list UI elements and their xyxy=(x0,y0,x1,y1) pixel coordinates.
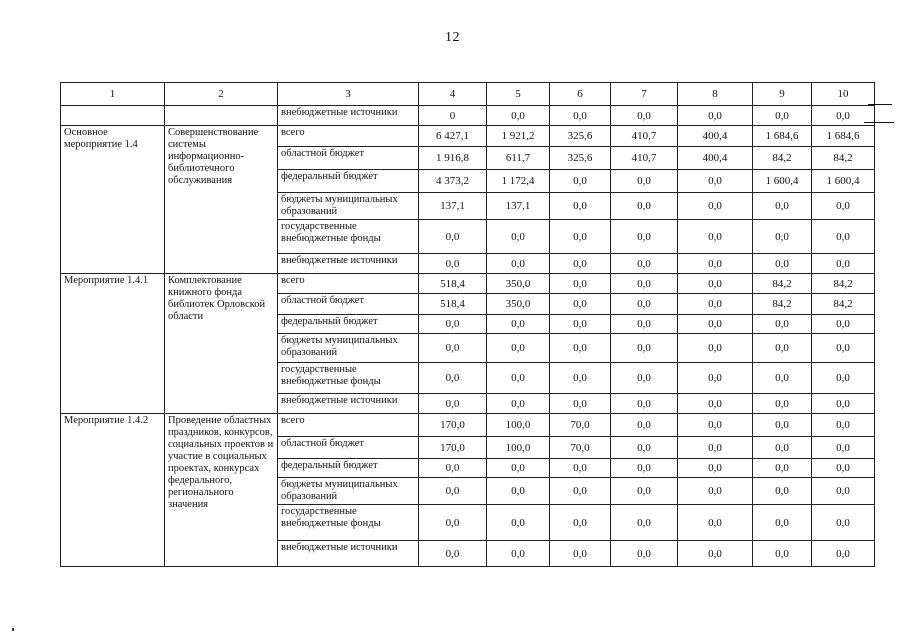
value-cell: 0,0 xyxy=(678,414,753,437)
value-cell: 0,0 xyxy=(487,505,550,541)
value-cell: 0,0 xyxy=(812,414,875,437)
value-cell: 0,0 xyxy=(550,193,611,220)
value-cell: 0,0 xyxy=(611,220,678,254)
funding-source: областной бюджет xyxy=(278,294,419,315)
value-cell: 0,0 xyxy=(753,106,812,126)
funding-source: областной бюджет xyxy=(278,437,419,459)
value-cell: 0,0 xyxy=(753,254,812,274)
value-cell: 0,0 xyxy=(611,274,678,294)
value-cell: 0,0 xyxy=(611,414,678,437)
value-cell: 1 916,8 xyxy=(419,147,487,170)
value-cell: 170,0 xyxy=(419,414,487,437)
funding-source: внебюджетные источники xyxy=(278,394,419,414)
value-cell: 1 172,4 xyxy=(487,170,550,193)
value-cell: 0,0 xyxy=(550,170,611,193)
measure-name: Основное мероприятие 1.4 xyxy=(61,126,165,274)
value-cell: 0,0 xyxy=(753,505,812,541)
value-cell: 0,0 xyxy=(812,541,875,567)
value-cell: 0 xyxy=(419,106,487,126)
header-cell: 2 xyxy=(165,83,278,106)
value-cell: 0,0 xyxy=(550,478,611,505)
header-cell: 10 xyxy=(812,83,875,106)
value-cell: 0,0 xyxy=(611,170,678,193)
value-cell: 100,0 xyxy=(487,414,550,437)
value-cell: 0,0 xyxy=(678,478,753,505)
value-cell: 0,0 xyxy=(487,254,550,274)
margin-rule xyxy=(868,104,892,105)
value-cell: 0,0 xyxy=(611,193,678,220)
value-cell: 0,0 xyxy=(550,459,611,478)
value-cell: 0,0 xyxy=(812,315,875,334)
value-cell: 0,0 xyxy=(678,274,753,294)
value-cell: 0,0 xyxy=(611,106,678,126)
value-cell: 0,0 xyxy=(753,394,812,414)
value-cell: 0,0 xyxy=(812,478,875,505)
value-cell: 0,0 xyxy=(611,315,678,334)
value-cell: 0,0 xyxy=(753,334,812,363)
value-cell: 0,0 xyxy=(611,541,678,567)
budget-table xyxy=(60,82,875,567)
value-cell: 84,2 xyxy=(753,147,812,170)
value-cell: 70,0 xyxy=(550,437,611,459)
value-cell: 0,0 xyxy=(550,294,611,315)
value-cell: 0,0 xyxy=(487,541,550,567)
funding-source: федеральный бюджет xyxy=(278,459,419,478)
measure-description: Проведение областных праздников, конкурсов, социальных проектов и участие в социальных проектах, конкурсах федерального, регионального значения xyxy=(165,414,278,567)
value-cell: 0,0 xyxy=(487,459,550,478)
value-cell: 84,2 xyxy=(812,274,875,294)
table-row xyxy=(61,274,875,294)
funding-source: внебюджетные источники xyxy=(278,541,419,567)
value-cell: 0,0 xyxy=(611,394,678,414)
table-body xyxy=(61,83,875,567)
header-cell: 9 xyxy=(753,83,812,106)
value-cell: 0,0 xyxy=(753,459,812,478)
value-cell: 0,0 xyxy=(487,220,550,254)
value-cell: 1 684,6 xyxy=(812,126,875,147)
value-cell: 0,0 xyxy=(550,505,611,541)
value-cell: 0,0 xyxy=(753,315,812,334)
funding-source: государственные внебюджетные фонды xyxy=(278,220,419,254)
value-cell: 0,0 xyxy=(487,363,550,394)
value-cell: 0,0 xyxy=(487,106,550,126)
value-cell: 0,0 xyxy=(812,106,875,126)
header-cell: 3 xyxy=(278,83,419,106)
value-cell: 0,0 xyxy=(419,505,487,541)
value-cell: 0,0 xyxy=(753,437,812,459)
value-cell: 611,7 xyxy=(487,147,550,170)
value-cell: 350,0 xyxy=(487,274,550,294)
value-cell: 137,1 xyxy=(487,193,550,220)
funding-source: внебюджетные источники xyxy=(278,254,419,274)
value-cell: 0,0 xyxy=(550,274,611,294)
funding-source: всего xyxy=(278,126,419,147)
value-cell: 0,0 xyxy=(753,220,812,254)
value-cell: 0,0 xyxy=(487,315,550,334)
value-cell: 0,0 xyxy=(419,315,487,334)
value-cell: 0,0 xyxy=(812,459,875,478)
funding-source: федеральный бюджет xyxy=(278,170,419,193)
lead-row xyxy=(61,106,875,126)
value-cell: 518,4 xyxy=(419,274,487,294)
value-cell: 0,0 xyxy=(812,437,875,459)
value-cell: 0,0 xyxy=(550,106,611,126)
measure-description: Комплектование книжного фонда библиотек Орловской области xyxy=(165,274,278,414)
value-cell: 70,0 xyxy=(550,414,611,437)
value-cell: 0,0 xyxy=(611,254,678,274)
value-cell: 0,0 xyxy=(611,478,678,505)
value-cell: 0,0 xyxy=(678,170,753,193)
value-cell: 0,0 xyxy=(678,334,753,363)
value-cell: 325,6 xyxy=(550,147,611,170)
value-cell: 0,0 xyxy=(678,394,753,414)
value-cell: 400,4 xyxy=(678,126,753,147)
funding-source: федеральный бюджет xyxy=(278,315,419,334)
value-cell: 0,0 xyxy=(550,363,611,394)
value-cell: 0,0 xyxy=(678,505,753,541)
value-cell: 410,7 xyxy=(611,147,678,170)
value-cell: 325,6 xyxy=(550,126,611,147)
value-cell: 0,0 xyxy=(550,334,611,363)
funding-source: областной бюджет xyxy=(278,147,419,170)
value-cell: 0,0 xyxy=(753,414,812,437)
value-cell: 0,0 xyxy=(812,193,875,220)
value-cell: 0,0 xyxy=(487,478,550,505)
table-row xyxy=(61,414,875,437)
value-cell: 0,0 xyxy=(611,437,678,459)
value-cell: 0,0 xyxy=(678,254,753,274)
value-cell: 0,0 xyxy=(678,315,753,334)
value-cell: 0,0 xyxy=(812,505,875,541)
value-cell: 0,0 xyxy=(419,541,487,567)
value-cell: 0,0 xyxy=(812,394,875,414)
header-cell: 8 xyxy=(678,83,753,106)
header-cell: 5 xyxy=(487,83,550,106)
value-cell: 1 600,4 xyxy=(753,170,812,193)
value-cell: 6 427,1 xyxy=(419,126,487,147)
page-number: 12 xyxy=(445,30,460,45)
value-cell: 84,2 xyxy=(753,274,812,294)
measure-name: Мероприятие 1.4.2 xyxy=(61,414,165,567)
header-cell: 7 xyxy=(611,83,678,106)
value-cell: 0,0 xyxy=(550,315,611,334)
value-cell: 0,0 xyxy=(550,254,611,274)
value-cell: 0,0 xyxy=(678,363,753,394)
value-cell: 4 373,2 xyxy=(419,170,487,193)
measure-name: Мероприятие 1.4.1 xyxy=(61,274,165,414)
value-cell: 0,0 xyxy=(753,541,812,567)
value-cell: 0,0 xyxy=(419,363,487,394)
value-cell: 0,0 xyxy=(611,294,678,315)
value-cell: 170,0 xyxy=(419,437,487,459)
value-cell: 0,0 xyxy=(678,220,753,254)
value-cell: 0,0 xyxy=(812,254,875,274)
value-cell: 1 684,6 xyxy=(753,126,812,147)
header-row xyxy=(61,83,875,106)
funding-source: бюджеты муниципальных образований xyxy=(278,334,419,363)
value-cell: 0,0 xyxy=(419,334,487,363)
value-cell: 0,0 xyxy=(678,459,753,478)
margin-rule xyxy=(864,122,894,123)
value-cell: 0,0 xyxy=(611,505,678,541)
empty-cell xyxy=(61,106,165,126)
value-cell: 0,0 xyxy=(419,394,487,414)
table-row xyxy=(61,126,875,147)
value-cell: 84,2 xyxy=(753,294,812,315)
value-cell: 400,4 xyxy=(678,147,753,170)
value-cell: 84,2 xyxy=(812,294,875,315)
value-cell: 0,0 xyxy=(678,294,753,315)
value-cell: 0,0 xyxy=(678,193,753,220)
scan-speck xyxy=(12,628,14,631)
value-cell: 100,0 xyxy=(487,437,550,459)
value-cell: 0,0 xyxy=(419,254,487,274)
funding-source: всего xyxy=(278,274,419,294)
value-cell: 0,0 xyxy=(812,220,875,254)
measure-description: Совершенствование системы информационно-библиотечного обслуживания xyxy=(165,126,278,274)
value-cell: 518,4 xyxy=(419,294,487,315)
funding-source: бюджеты муниципальных образований xyxy=(278,478,419,505)
value-cell: 0,0 xyxy=(753,193,812,220)
value-cell: 410,7 xyxy=(611,126,678,147)
value-cell: 0,0 xyxy=(550,541,611,567)
header-cell: 1 xyxy=(61,83,165,106)
value-cell: 0,0 xyxy=(611,363,678,394)
value-cell: 0,0 xyxy=(812,363,875,394)
value-cell: 84,2 xyxy=(812,147,875,170)
value-cell: 137,1 xyxy=(419,193,487,220)
value-cell: 350,0 xyxy=(487,294,550,315)
value-cell: 0,0 xyxy=(419,459,487,478)
funding-source: государственные внебюджетные фонды xyxy=(278,505,419,541)
value-cell: 0,0 xyxy=(550,394,611,414)
funding-source: внебюджетные источники xyxy=(278,106,419,126)
value-cell: 0,0 xyxy=(753,363,812,394)
value-cell: 0,0 xyxy=(487,394,550,414)
value-cell: 0,0 xyxy=(419,220,487,254)
value-cell: 0,0 xyxy=(678,541,753,567)
value-cell: 0,0 xyxy=(550,220,611,254)
value-cell: 1 600,4 xyxy=(812,170,875,193)
header-cell: 4 xyxy=(419,83,487,106)
value-cell: 0,0 xyxy=(753,478,812,505)
funding-source: бюджеты муниципальных образований xyxy=(278,193,419,220)
value-cell: 0,0 xyxy=(611,459,678,478)
value-cell: 0,0 xyxy=(419,478,487,505)
value-cell: 0,0 xyxy=(812,334,875,363)
value-cell: 0,0 xyxy=(487,334,550,363)
value-cell: 0,0 xyxy=(678,106,753,126)
value-cell: 0,0 xyxy=(678,437,753,459)
funding-source: всего xyxy=(278,414,419,437)
value-cell: 0,0 xyxy=(611,334,678,363)
value-cell: 1 921,2 xyxy=(487,126,550,147)
header-cell: 6 xyxy=(550,83,611,106)
funding-source: государственные внебюджетные фонды xyxy=(278,363,419,394)
empty-cell xyxy=(165,106,278,126)
